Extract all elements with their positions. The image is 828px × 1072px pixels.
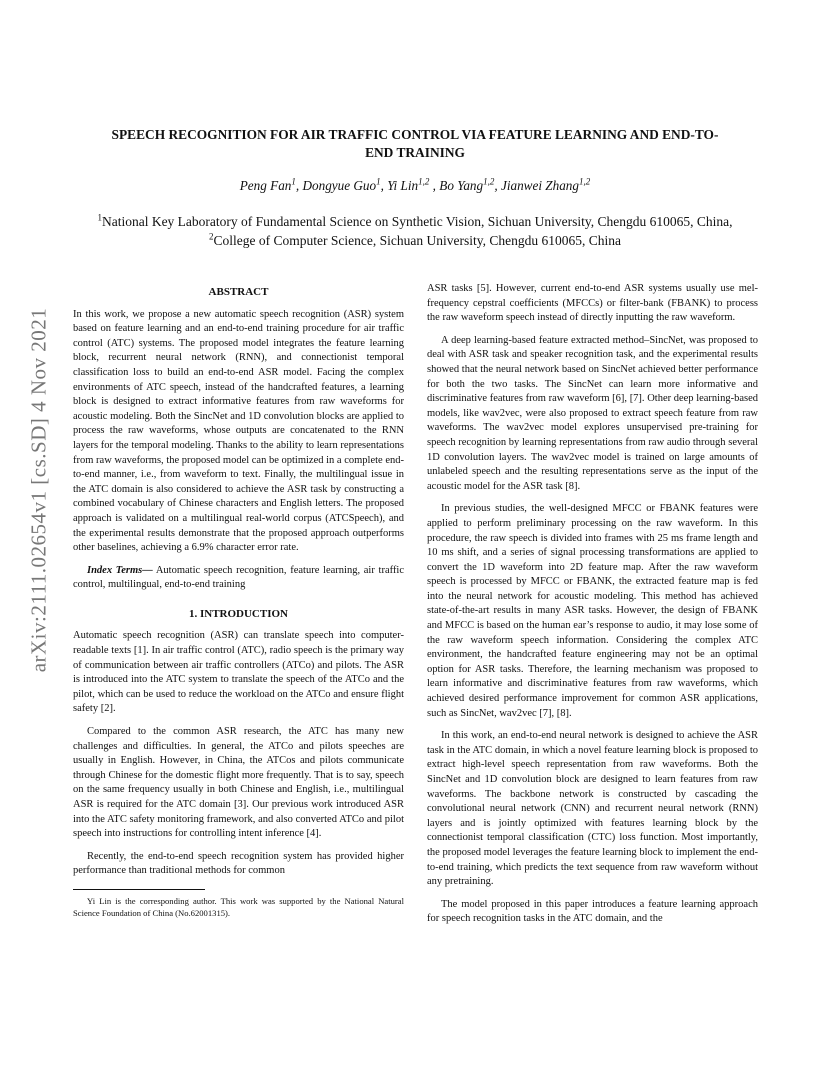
author-affiliation-mark: 1,2	[483, 176, 495, 187]
author-affiliation-mark: 1,2	[579, 176, 591, 187]
author-affiliation-mark: 1	[376, 176, 381, 187]
body-paragraph: ASR tasks [5]. However, current end-to-end ASR systems usually use mel-frequency cepstral coefficients (MFCCs) or filter-bank (FBANK) to process the raw waveform speech instead of directly inputting the raw waveform.	[427, 283, 758, 324]
author-affiliation-mark: 1,2	[418, 176, 430, 187]
author-name: Peng Fan	[239, 178, 292, 193]
intro-paragraph: Recently, the end-to-end speech recognition system has provided higher performance than traditional methods for common	[73, 850, 404, 877]
affiliation-mark: 1	[97, 212, 102, 223]
paper-title: SPEECH RECOGNITION FOR AIR TRAFFIC CONTROL VIA FEATURE LEARNING AND END-TO-END TRAINING	[111, 127, 719, 160]
arxiv-identifier	[22, 280, 56, 700]
intro-paragraph: Automatic speech recognition (ASR) can translate speech into computer-readable texts [1]. In air traffic control (ATC), radio speech is the primary way of communication between air traffic controllers (ATCo) and pilots. The ASR is introduced into the ATC system to translate the speech of the ATCo and the pilot, which can be used to reduce the workload on the ATCo and ensure flight safety [2].	[73, 630, 404, 715]
affiliation-text: College of Computer Science, Sichuan University, Chengdu 610065, China	[213, 233, 621, 248]
index-terms	[73, 564, 404, 593]
abstract-heading: ABSTRACT	[208, 286, 269, 298]
affiliations	[60, 212, 770, 250]
left-column	[73, 282, 404, 919]
body-paragraph: A deep learning-based feature extracted method–SincNet, was proposed to deal with ASR task and speaker recognition task, and the experimental results showed that the neural network based on SincNet achieved better performance for both the two tasks. The SincNet can learn more informative and discriminative features from raw waveform [6], [7]. Other deep learning-based models, like wav2vec, were also proposed to extract speech feature from raw waveforms. The wav2vec model explores unsupervised pre-training for speech recognition by learning representations from raw audio through several 1D convolution layers. The wav2vec model is trained on large amounts of unlabeled speech and the resulting representations serve as the input of the acoustic model for the ASR task [8].	[427, 334, 758, 492]
intro-paragraph: Compared to the common ASR research, the ATC has many new challenges and difficulties. In general, the ATCo and pilots speeches are usually in English. However, in China, the ATCos and pilots communicate through Chinese for the domestic flight more frequently. That is to say, speech on the same frequency usually in both Chinese and English, i.e., multilingual ASR is required for the ATC domain [3]. Our previous work introduced ASR into the ATC safety monitoring framework, and also converted ATCo and pilot speech into instructions for controlling intent inference [4].	[73, 726, 404, 840]
affiliation-line	[60, 212, 770, 231]
index-terms-label: Index Terms—	[87, 564, 153, 576]
author-affiliation-mark: 1	[291, 176, 296, 187]
index-terms-text: Automatic speech recognition, feature learning, air traffic control, multilingual, end-to-end training	[73, 564, 404, 591]
author-list: Peng Fan$^1$, Dongyue Guo$^1$, Yi Lin$^{1,2}$ , Bo Yang$^{1,2}$, Jianwei Zhang$^{1,2}$	[239, 176, 591, 193]
author-name: Jianwei Zhang	[500, 178, 579, 193]
body-paragraph: In this work, an end-to-end neural network is designed to achieve the ASR task in the ATC domain, in which a novel feature learning block is proposed to extract high-level speech representation from raw waveforms. Both the SincNet and 1D convolution block are designed to learn features from raw waveforms. The backbone network is constructed by cascading the convolutional neural network (CNN) and recurrent neural network (RNN) layers and is jointly optimized with features learning block by the connectionist temporal classification (CTC) loss function. Most importantly, the proposed model leverages the feature learning block to implement the end-to-end training, which predicts the text sequence from raw waveform without any pretraining.	[427, 730, 758, 888]
body-paragraph: The model proposed in this paper introduces a feature learning approach for speech recognition tasks in the ATC domain, and the	[427, 898, 758, 925]
right-column	[427, 282, 758, 935]
footnote: Yi Lin is the corresponding author. This work was supported by the National Natural Science Foundation of China (No.62001315).	[73, 895, 404, 918]
affiliation-line	[60, 231, 770, 250]
author-name: Bo Yang	[439, 178, 484, 193]
introduction-heading: 1. INTRODUCTION	[188, 607, 288, 620]
body-paragraph: In previous studies, the well-designed MFCC or FBANK features were applied to perform preliminary processing on the raw waveform. In this procedure, the raw speech is divided into frames with 25 ms frame length and 10 ms shift, and a series of signal processing transformations are applied to convert the 1D waveform into 2D feature map. After the raw waveform speech is processed by MFCC or FBANK, the extracted feature map is fed into the neural network for acoustic modeling. This method has achieved state-of-the-art results in many ASR tasks. However, the design of FBANK and MFCC is based on the human ear’s response to audio, it may lose some of the raw waveform speech information. Considering the complex ATC environment, the handcrafted feature engineering may not be an optimal option for ASR tasks. Therefore, the learning mechanism was proposed to learn informative and discriminative features from raw waveforms, which achieved desired performance improvement for common ASR applications, such as SincNet, wav2vec [7], [8].	[427, 503, 758, 719]
footnote-divider	[73, 889, 205, 890]
abstract-text: In this work, we propose a new automatic speech recognition (ASR) system based on feature learning and an end-to-end training procedure for air traffic control (ATC) systems. The proposed model integrates the feature learning block, recurrent neural network (RNN), and connectionist temporal classification loss to build an end-to-end ASR model. Facing the complex environments of ATC speech, instead of the handcrafted features, a learning block is designed to extract informative features from raw waveforms for acoustic modeling. Both the SincNet and 1D convolution blocks are applied to process the raw waveforms, whose outputs are concatenated to the RNN layers for the temporal modeling. Thanks to the ability to learn representations from raw waveforms, the proposed model can be optimized in a complete end-to-end manner, i.e., from waveform to text. Finally, the multilingual issue in the ATC domain is also considered to achieve the ASR task by constructing a combined vocabulary of Chinese characters and English letters. The proposed approach is validated on a multilingual real-world corpus (ATCSpeech), and the experimental results demonstrate that the proposed approach outperforms other baselines, achieving a 6.9% character error rate.	[73, 308, 404, 554]
author-name: Dongyue Guo	[302, 178, 377, 193]
affiliation-text: National Key Laboratory of Fundamental Science on Synthetic Vision, Sichuan University, Chengdu 610065, China,	[101, 214, 733, 229]
affiliation-mark: 2	[209, 231, 214, 242]
arxiv-identifier-text: arXiv:2111.02654v1 [cs.SD] 4 Nov 2021	[26, 307, 51, 673]
author-name: Yi Lin	[387, 178, 419, 193]
